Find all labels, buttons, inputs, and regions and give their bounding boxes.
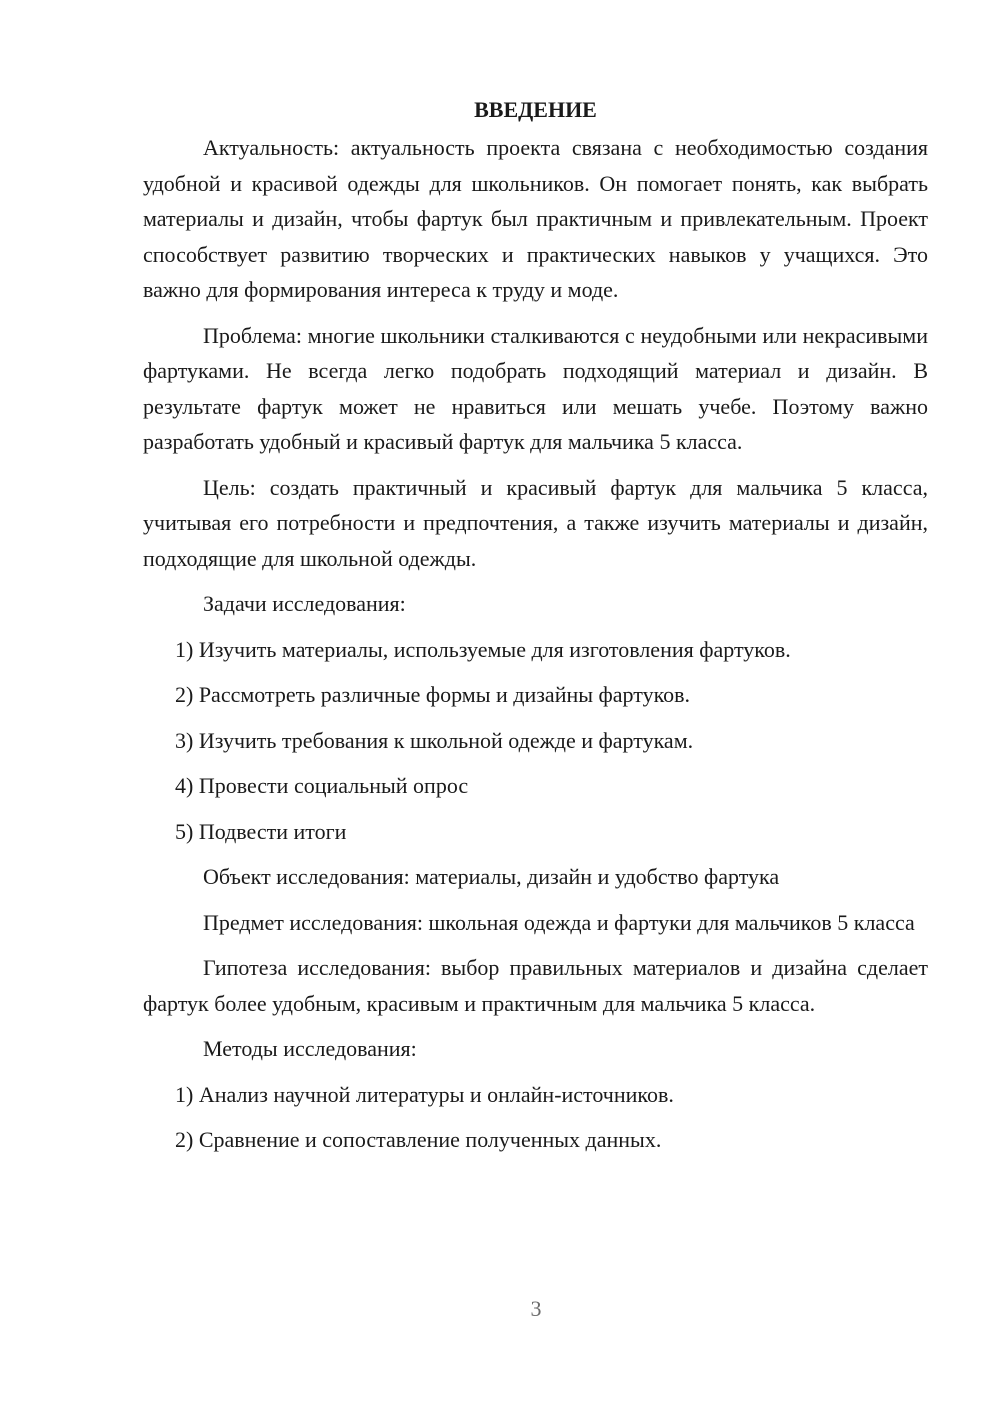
list-item: 4) Провести социальный опрос — [175, 773, 469, 798]
paragraph-object: Объект исследования: материалы, дизайн и удобство фартука — [203, 864, 780, 889]
tasks-list — [143, 632, 928, 850]
list-item: 2) Сравнение и сопоставление полученных данных. — [175, 1127, 662, 1152]
list-item: 2) Рассмотреть различные формы и дизайны фартуков. — [175, 682, 691, 707]
page-number: 3 — [530, 1296, 542, 1321]
methods-list — [143, 1077, 928, 1158]
paragraph-relevance: Актуальность: актуальность проекта связана с необходимостью создания удобной и красивой одежды для школьников. Он помогает понять, как выбрать материалы и дизайн, чтобы фартук был практичным и привлекательным. Проект способствует развитию творческих и практических навыков у учащихся. Это важно для формирования интереса к труду и моде. — [143, 135, 928, 302]
methods-title: Методы исследования: — [203, 1036, 417, 1061]
paragraph-subject: Предмет исследования: школьная одежда и фартуки для мальчиков 5 класса — [203, 909, 915, 935]
paragraph-problem: Проблема: многие школьники сталкиваются с неудобными или некрасивыми фартуками. Не всегда легко подобрать подходящий материал и дизайн. В результате фартук может не нравиться или мешать учебе. Поэтому важно разработать удобный и красивый фартук для мальчика 5 класса. — [143, 322, 928, 454]
list-item: 1) Анализ научной литературы и онлайн-источников. — [175, 1081, 674, 1107]
list-item: 3) Изучить требования к школьной одежде и фартукам. — [175, 727, 694, 753]
tasks-title: Задачи исследования: — [203, 591, 406, 616]
paragraph-hypothesis: Гипотеза исследования: выбор правильных материалов и дизайна сделает фартук более удобным, красивым и практичным для мальчика 5 класса. — [143, 955, 928, 1016]
document-page — [143, 92, 928, 1168]
list-item: 1) Изучить материалы, используемые для изготовления фартуков. — [175, 636, 791, 662]
list-item: 5) Подвести итоги — [175, 818, 347, 844]
section-heading: ВВЕДЕНИЕ — [474, 97, 597, 122]
paragraph-goal: Цель: создать практичный и красивый фартук для мальчика 5 класса, учитывая его потребности и предпочтения, а также изучить материалы и дизайн, подходящие для школьной одежды. — [143, 474, 928, 571]
